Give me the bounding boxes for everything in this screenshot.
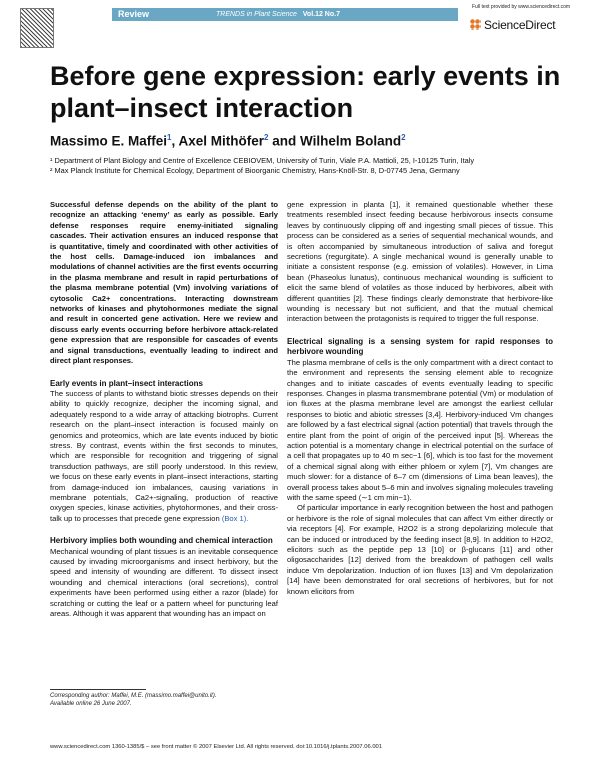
elsevier-logo [20,8,54,48]
sciencedirect-dots-icon [470,19,481,30]
affiliation-ref[interactable]: 2 [401,133,406,142]
title-line-1: Before gene expression: early events in [50,61,561,91]
body-paragraph: Mechanical wounding of plant tissues is an inevitable consequence caused by invading microorganisms and insect herbivory, but the speed and intensity of wounding are different. To dissect insect wounding and chemical interactions (oral secretions), control experiments have been performed using either a razor (blade) for scratching or cutting the leaf or a pattern wheel for puncturing leaf areas. Although it was apparent that wounding has an impact on [50,546,278,619]
journal-info [216,8,340,21]
available-online: Available online 26 June 2007. [50,701,132,707]
section-heading: Early events in plant–insect interactions [50,378,203,388]
abstract: Successful defense depends on the ability of the plant to recognize an attacking ‘enemy’ as early as possible. Early defense responses require enemy-initiated signaling cascades. Their activation ensures an induced response that is quantitative, timely and coordinated with other activities of the host cells. Damage-induced ion imbalances and modulations of channel activities are the first events occurring in the plasma membrane and result in rapid perturbations of the plasma membrane potential (Vm) involving variations of cytosolic Ca2+ concentrations. Interacting downstream networks of kinases and phytohormones mediate the signal and result in concerted gene activation. Here we review and discuss early events occurring before herbivore attack-related gene expression that are responsible for cascades of events and signal transductions, eventually leading to indirect and direct plant responses. [50,200,278,366]
article-title [50,60,580,124]
footnote-divider [50,689,146,690]
right-column [287,200,553,597]
author-list: Massimo E. Maffei$^1$, Axel Mithöfer$^2$ and Wilhelm Boland$^2$ [50,133,406,149]
affiliation-ref[interactable]: 1 [167,133,172,142]
body-paragraph: The success of plants to withstand biotic stresses depends on their ability to quickly recognize, decipher the incoming signal, and adequately respond to a wide array of attacking biotrophs. Current research on the plant–insect interaction is focused mainly on genomics and proteomics, which are late events induced by biotic stress. By contrast, events within the first seconds to minutes, which are responsible for recognition and triggering of signal transduction pathways, are still poorly understood. In this review, we focus on these early events in plant–insect interactions, starting from damage-induced ion imbalances, causing variations in membrane potentials, Ca2+-signaling, production of reactive oxygen species, kinase activities, phytohormones, and their cross-talk up to processes that precede gene expression (Box 1). [50,388,278,523]
affiliation-ref[interactable]: 2 [264,133,269,142]
box-link[interactable]: (Box 1). [221,513,249,523]
left-column [50,200,278,619]
sciencedirect-url[interactable]: Full text provided by www.sciencedirect.com [472,4,571,10]
journal-volume: Vol.12 No.7 [302,11,340,18]
page-footer: www.sciencedirect.com 1360-1385/$ – see front matter © 2007 Elsevier Ltd. All rights reserved. doi:10.1016/j.tplants.2007.06.001 [50,744,382,750]
section-heading: Herbivory implies both wounding and chemical interaction [50,536,273,546]
section-heading: Electrical signaling is a sensing system for rapid responses to herbivore wounding [287,336,553,357]
sciencedirect-logo [484,18,555,32]
affiliation-1: ¹ Department of Plant Biology and Centre of Excellence CEBIOVEM, University of Turin, Viale P.A. Mattioli, 25, I-10125 Turin, Italy [50,156,475,165]
author-name: Massimo E. Maffei [50,133,168,149]
corresponding-author: Corresponding author: Maffei, M.E. (massimo.maffei@unito.it). [50,693,217,699]
sciencedirect-brand: ScienceDirect [484,18,556,32]
affiliation-2: ² Max Planck Institute for Chemical Ecology, Department of Bioorganic Chemistry, Hans-Knöll-Str. 8, D-07745 Jena, Germany [50,166,460,175]
author-name: Wilhelm Boland [300,133,402,149]
section-label: Review [118,9,150,19]
body-paragraph: gene expression in planta [1], it remained questionable whether these treatments resembled insect feeding because herbivorous insects consume leaves by continuously clipping off and ingesting small pieces of tissue. This process can be considered as a series of sequential mechanical wounds, and is often accompanied by simultaneous introduction of saliva and foregut secretions (regurgitate). A single mechanical wound is generally unable to initiate a consistent response (e.g. emission of volatiles). However, in Lima bean (Phaseolus lunatus), continuous mechanical wounding is sufficient to elicit the same blend of volatiles as those induced by herbivores, albeit with different quantities [2]. These findings clearly demonstrate that herbivore-like wounding is necessary but not sufficient, and that the mutual chemical interaction between the protagonists is required to trigger the full response. [287,200,553,324]
journal-name: TRENDS in Plant Science [216,11,297,18]
footnote [50,692,217,708]
body-paragraph: The plasma membrane of cells is the only compartment with a direct contact to the environment and represents the sensing element able to recognize changes and to initiate cascades of events eventually leading to specific responses. Changes in plasma transmembrane potential (Vm) or modulation of ion fluxes at the plasma membrane level are amongst the earliest cellular responses to biotic and abiotic stresses [3,4]. Herbivory-induced Vm changes are followed by a fast electrical signal (action potential) that travels through the entire plant from the point of origin of the perceived input [5]. Whereas the action potential is a momentary change in electrical potential on the surface of a cell that propagates up to 40 m sec−1 [6], which is too fast for the movement of a chemical signal along with either phloem or xylem [7], Vm changes are much slower: for a distance of 6–7 cm (dimensions of Lima bean leaves), the overall process takes about 5–6 min and involves signaling molecules traveling with the same speed (∼1 cm min−1). [287,357,553,502]
author-name: Axel Mithöfer [178,133,265,149]
author-conjunction: and [272,133,297,149]
body-paragraph: Of particular importance in early recognition between the host and pathogen or herbivore is the role of signal molecules that can affect Vm either directly or via receptors [4]. For example, H2O2 is a strong depolarizing molecule that can be induced or introduced by the feeding insect [8,9]. In addition to H2O2, elicitors such as the peptide pep 13 [10] or β-glucans [11] and other oligosaccharides [12] derived from the breakdown of pathogen cell walls induce Vm depolarization. Induction of ion fluxes [13] and Vm depolarization [14] have been demonstrated for oral secretions of herbivores, but for not known elicitors from [287,503,553,596]
title-line-2: plant–insect interaction [50,93,354,123]
